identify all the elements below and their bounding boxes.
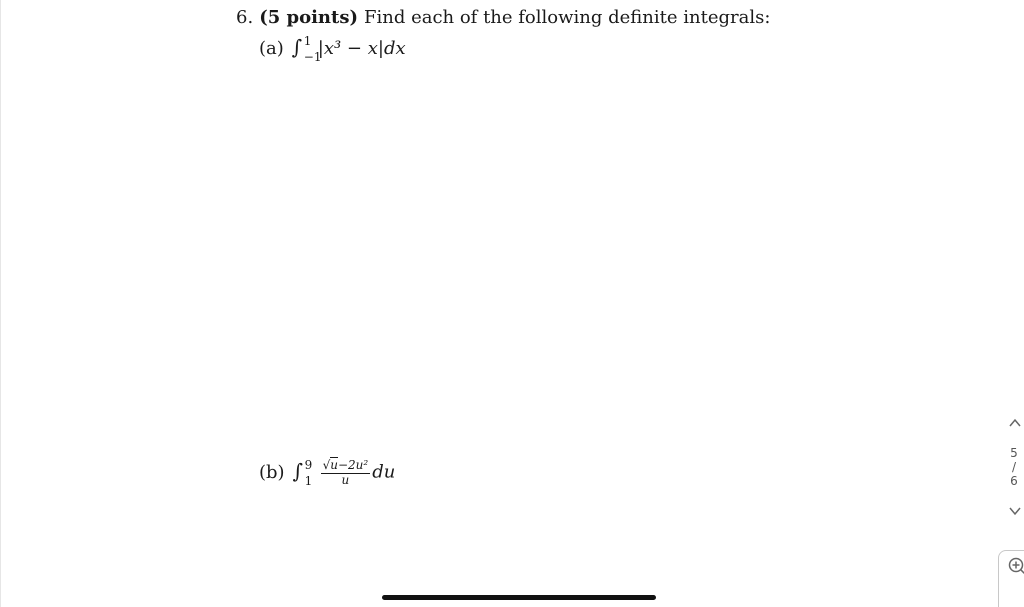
question-number: 6. bbox=[236, 7, 254, 28]
zoom-panel bbox=[998, 550, 1024, 607]
zoom-in-icon[interactable] bbox=[1007, 556, 1024, 576]
page-navigator bbox=[1004, 412, 1024, 522]
chevron-down-icon[interactable] bbox=[1006, 502, 1024, 520]
part-b-differential: du bbox=[372, 461, 396, 483]
part-b bbox=[259, 458, 395, 487]
question-points: (5 points) bbox=[259, 7, 358, 28]
part-b-radicand: u bbox=[330, 458, 338, 472]
part-a-integrand: |x³ − x|dx bbox=[317, 38, 406, 59]
part-a-label: (a) bbox=[259, 38, 284, 59]
part-b-upper-limit: 9 bbox=[304, 457, 313, 472]
part-b-numerator: √u−2u² bbox=[322, 458, 369, 472]
chevron-up-icon[interactable] bbox=[1006, 414, 1024, 432]
question-prompt: Find each of the following definite integrals: bbox=[363, 7, 771, 28]
part-b-fraction bbox=[321, 458, 371, 487]
part-b-label: (b) bbox=[259, 461, 285, 483]
part-a bbox=[259, 34, 406, 64]
part-b-lower-limit: 1 bbox=[304, 473, 313, 488]
home-indicator[interactable] bbox=[382, 595, 656, 600]
part-b-denominator: u bbox=[341, 473, 350, 487]
integral-sign-b: ∫ 9 1 bbox=[293, 462, 319, 484]
page-separator: / bbox=[1011, 460, 1017, 474]
current-page-number: 5 bbox=[1010, 446, 1018, 460]
integral-sign-a: ∫ 1 −1 bbox=[292, 38, 318, 60]
total-pages-number: 6 bbox=[1010, 474, 1018, 488]
part-a-upper-limit: 1 bbox=[303, 34, 312, 48]
question-header bbox=[236, 7, 770, 29]
part-b-numerator-rest: −2u² bbox=[337, 458, 369, 472]
part-a-lower-limit: −1 bbox=[303, 50, 322, 64]
